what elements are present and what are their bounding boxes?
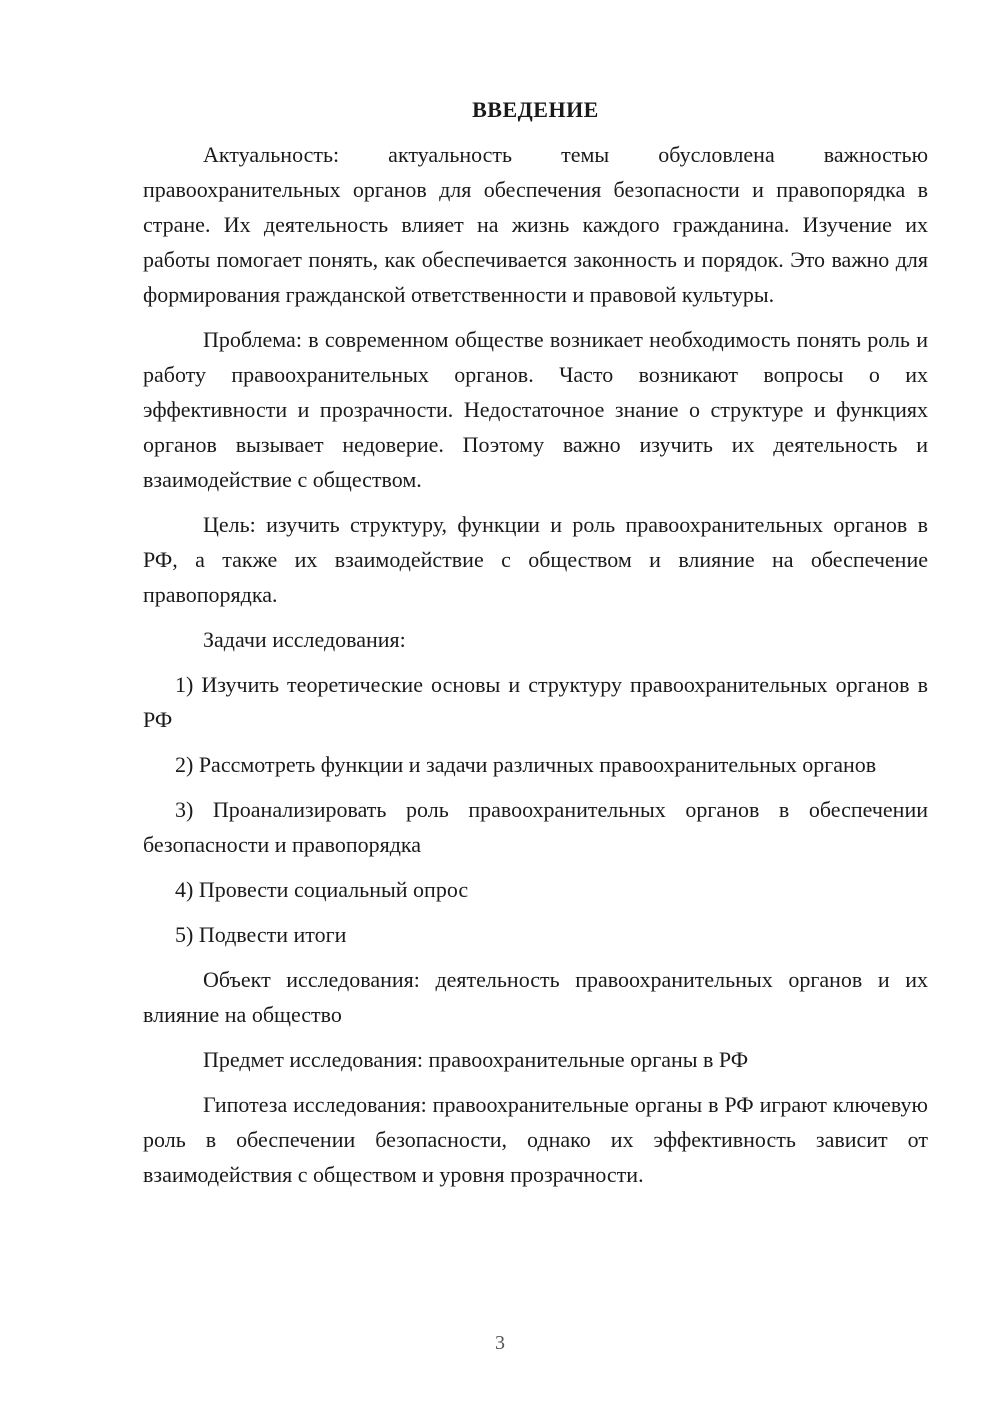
paragraph-goal: Цель: изучить структуру, функции и роль правоохранительных органов в РФ, а также их взаимодействие с обществом и влияние на обеспечение правопорядка. [143,512,928,607]
task-item-1: 1) Изучить теоретические основы и структуру правоохранительных органов в РФ [143,672,928,732]
task-item-3: 3) Проанализировать роль правоохранительных органов в обеспечении безопасности и правопорядка [143,797,928,857]
paragraph-problem: Проблема: в современном обществе возникает необходимость понять роль и работу правоохранительных органов. Часто возникают вопросы о их эффективности и прозрачности. Недостаточное знание о структуре и функциях органов вызывает недоверие. Поэтому важно изучить их деятельность и взаимодействие с обществом. [143,327,928,492]
task-item-5: 5) Подвести итоги [175,922,347,947]
document-page [143,92,928,1202]
task-item-4: 4) Провести социальный опрос [175,877,469,902]
task-item-2: 2) Рассмотреть функции и задачи различных правоохранительных органов [175,752,877,777]
paragraph-tasks-heading: Задачи исследования: [203,627,406,652]
paragraph-subject: Предмет исследования: правоохранительные органы в РФ [203,1047,749,1072]
paragraph-object: Объект исследования: деятельность правоохранительных органов и их влияние на общество [143,967,928,1027]
page-title: ВВЕДЕНИЕ [472,97,599,122]
paragraph-relevance: Актуальность: актуальность темы обусловлена важностью правоохранительных органов для обеспечения безопасности и правопорядка в стране. Их деятельность влияет на жизнь каждого гражданина. Изучение их работы помогает понять, как обеспечивается законность и порядок. Это важно для формирования гражданской ответственности и правовой культуры. [143,142,928,307]
paragraph-hypothesis: Гипотеза исследования: правоохранительные органы в РФ играют ключевую роль в обеспечении безопасности, однако их эффективность зависит от взаимодействия с обществом и уровня прозрачности. [143,1092,928,1187]
page-number: 3 [495,1332,505,1354]
